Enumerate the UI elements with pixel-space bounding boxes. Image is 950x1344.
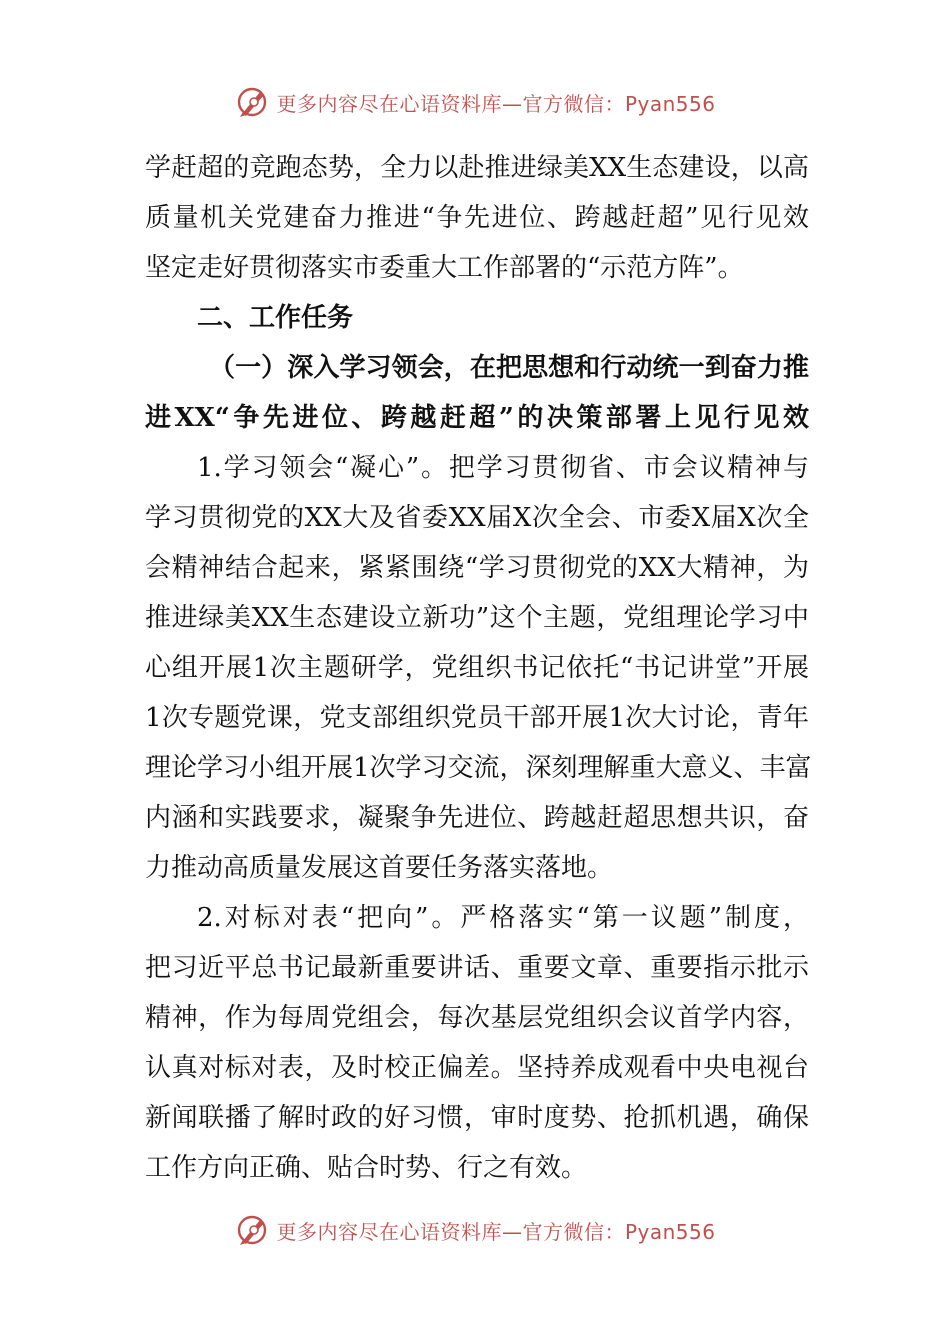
paragraph-line: 坚定走好贯彻落实市委重大工作部署的“示范方阵”。 — [145, 253, 744, 283]
paragraph-line: 新闻联播了解时政的好习惯，审时度势、抢抓机遇，确保 — [145, 1103, 809, 1133]
header-watermark — [0, 80, 950, 124]
paragraph-line: 质量机关党建奋力推进“争先进位、跨越赶超”见行见效 — [145, 203, 809, 233]
paragraph-line: 1次专题党课，党支部组织党员干部开展1次大讨论，青年 — [145, 703, 809, 733]
paragraph-line: 理论学习小组开展1次学习交流，深刻理解重大意义、丰富 — [145, 753, 812, 783]
document-body — [145, 143, 812, 1193]
paragraph-line: 学赶超的竞跑态势，全力以赴推进绿美XX生态建设，以高 — [145, 153, 809, 183]
footer-watermark — [0, 1208, 950, 1252]
paragraph-line: 会精神结合起来，紧紧围绕“学习贯彻党的XX大精神，为 — [145, 553, 809, 583]
section-heading: 二、工作任务 — [197, 303, 354, 333]
paragraph-line: 内涵和实践要求，凝聚争先进位、跨越赶超思想共识，奋 — [145, 803, 809, 833]
paragraph-line: 推进绿美XX生态建设立新功”这个主题，党组理论学习中 — [145, 603, 809, 633]
paragraph-line: 认真对标对表，及时校正偏差。坚持养成观看中央电视台 — [145, 1053, 809, 1083]
paragraph-line: 学习贯彻党的XX大及省委XX届X次全会、市委X届X次全 — [145, 503, 809, 533]
watermark-text: 更多内容尽在心语资料库—官方微信：Pyan556 — [276, 91, 716, 116]
header-watermark-inner — [234, 84, 715, 120]
pen-logo-icon — [234, 84, 270, 120]
paragraph-line: 力推动高质量发展这首要任务落实落地。 — [145, 853, 614, 883]
subsection-heading: 进XX“争先进位、跨越赶超”的决策部署上见行见效 — [145, 403, 809, 433]
pen-logo-icon — [234, 1212, 270, 1248]
paragraph-line: 把习近平总书记最新重要讲话、重要文章、重要指示批示 — [145, 953, 809, 983]
paragraph-line: 2.对标对表“把向”。严格落实“第一议题”制度， — [197, 903, 809, 933]
paragraph-line: 1.学习领会“凝心”。把学习贯彻省、市会议精神与 — [197, 453, 809, 483]
watermark-text: 更多内容尽在心语资料库—官方微信：Pyan556 — [276, 1219, 716, 1244]
paragraph-line: 工作方向正确、贴合时势、行之有效。 — [145, 1153, 588, 1183]
subsection-heading: （一）深入学习领会，在把思想和行动统一到奋力推 — [209, 353, 809, 383]
paragraph-line: 精神，作为每周党组会，每次基层党组织会议首学内容， — [145, 1003, 809, 1033]
paragraph-line: 心组开展1次主题研学，党组织书记依托“书记讲堂”开展 — [145, 653, 809, 683]
footer-watermark-inner — [234, 1212, 715, 1248]
